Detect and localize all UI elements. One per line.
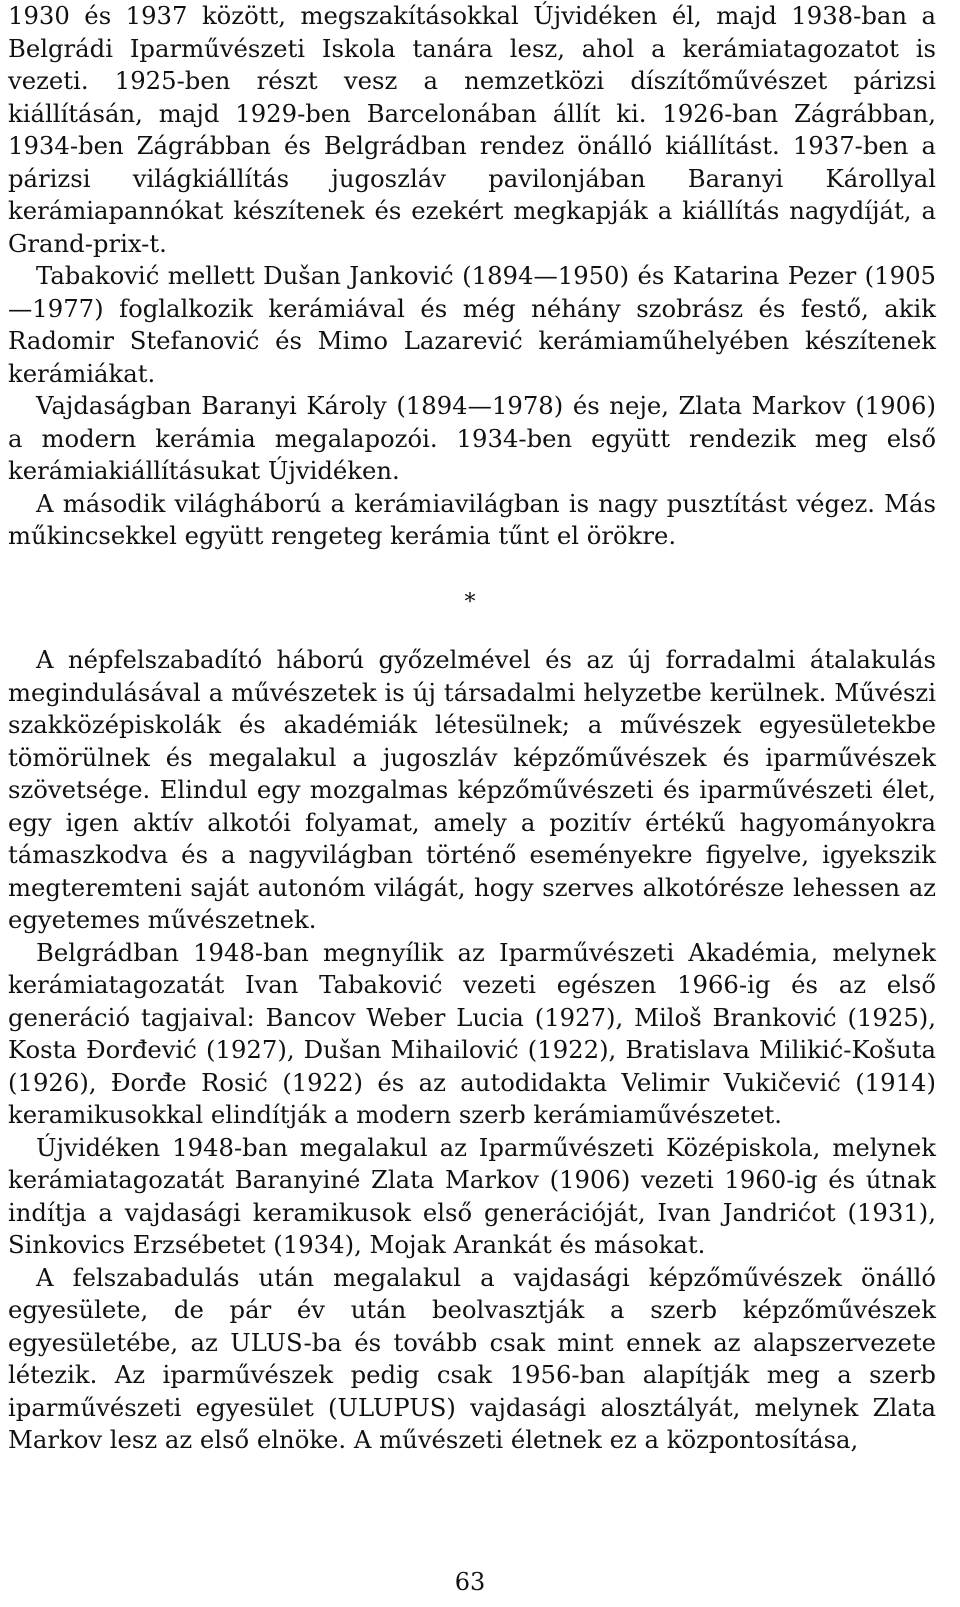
paragraph: Belgrádban 1948-ban megnyílik az Iparművészeti Akadémia, melynek kerámiatagozatát Ivan Tabaković vezeti egészen 1966-ig és az első generáció tagjaival: Bancov Weber Lucia (1927), Miloš Branković (1925), Kosta Đorđević (1927), Dušan Mihailović (1922), Bratislava Milikić-Košuta (1926), Đorđe Rosić (1922) és az autodidakta Velimir Vukičević (1914) keramikusokkal elindítják a modern szerb kerámiaművészetet. (8, 937, 936, 1129)
paragraph: Újvidéken 1948-ban megalakul az Iparművészeti Középiskola, melynek kerámiatagozatát Baranyiné Zlata Markov (1906) vezeti 1960-ig és útnak indítja a vajdasági keramikusok első generációját, Ivan Jandrićot (1931), Sinkovics Erzsébetet (1934), Mojak Arankát és másokat. (8, 1132, 936, 1259)
paragraph: A népfelszabadító háború győzelmével és az új forradalmi átalakulás megindulásával a művészetek is új társadalmi helyzetbe kerülnek. Művészi szakközépiskolák és akadémiák létesülnek; a művészek egyesületekbe tömörülnek és megalakul a jugoszláv képzőművészek és iparművészek szövetsége. Elindul egy mozgalmas képzőművészeti és iparművészeti élet, egy igen aktív alkotói folyamat, amely a pozitív értékű hagyományokra támaszkodva és a nagyvilágban történő eseményekre figyelve, igyekszik megteremteni saját autonóm világát, hogy szerves alkotórésze lehessen az egyetemes művészetnek. (8, 645, 936, 934)
paragraph: A második világháború a kerámiavilágban is nagy pusztítást végez. Más műkincsekkel együtt rengeteg kerámia tűnt el örökre. (8, 488, 936, 550)
page-number: 63 (454, 1568, 486, 1596)
paragraph: Vajdaságban Baranyi Károly (1894—1978) és neje, Zlata Markov (1906) a modern kerámia megalapozói. 1934-ben együtt rendezik meg első kerámiakiállításukat Újvidéken. (8, 391, 936, 485)
paragraph: Tabaković mellett Dušan Janković (1894—1950) és Katarina Pezer (1905—1977) foglalkozik kerámiával és még néhány szobrász és festő, akik Radomir Stefanović és Mimo Lazarević kerámiaműhelyében készítenek kerámiákat. (8, 261, 936, 388)
text-section-before-break (8, 0, 936, 553)
section-separator: * (464, 590, 476, 615)
paragraph: A felszabadulás után megalakul a vajdasági képzőművészek önálló egyesülete, de pár év után beolvasztják a szerb képzőművészek egyesületébe, az ULUS-ba és tovább csak mint ennek az alapszervezete létezik. Az iparművészek pedig csak 1956-ban alapítják meg a szerb iparművészeti egyesület (ULUPUS) vajdasági alosztályát, melynek Zlata Markov lesz az első elnöke. A művészeti életnek ez a központosítása, (8, 1262, 936, 1454)
paragraph: 1930 és 1937 között, megszakításokkal Újvidéken él, majd 1938-ban a Belgrádi Iparművészeti Iskola tanára lesz, ahol a kerámiatagozatot is vezeti. 1925-ben részt vesz a nemzetközi díszítőművészet párizsi kiállításán, majd 1929-ben Barcelonában állít ki. 1926-ban Zágrábban, 1934-ben Zágrábban és Belgrádban rendez önálló kiállítást. 1937-ben a párizsi világkiállítás jugoszláv pavilonjában Baranyi Károllyal kerámiapannókat készítenek és ezekért megkapják a kiállítás nagydíját, a Grand-prix-t. (8, 1, 936, 258)
text-section-after-break (8, 644, 936, 1457)
